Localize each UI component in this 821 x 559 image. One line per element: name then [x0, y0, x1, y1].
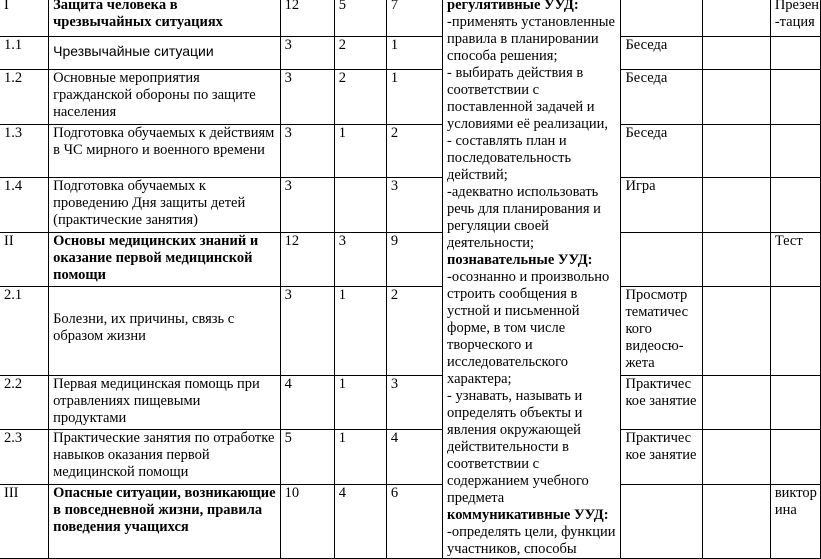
- row-number: 2.3: [0, 430, 49, 485]
- uud-cell: [443, 0, 621, 559]
- uud-line: - составлять план и последовательность действий;: [447, 133, 572, 183]
- table-row: [0, 232, 821, 287]
- row-number: 2.1: [0, 287, 49, 376]
- row-form: Игра: [621, 178, 702, 233]
- row-hours-practice: 2: [386, 287, 442, 376]
- row-number: 1.2: [0, 70, 49, 125]
- row-hours-practice: 1: [386, 70, 442, 125]
- row-hours-practice: 4: [386, 430, 442, 485]
- uud-line: регулятивные УУД:: [447, 0, 579, 13]
- row-number: I: [0, 0, 49, 37]
- row-topic: Защита человека в чрезвычайных ситуациях: [49, 0, 281, 37]
- row-control: [770, 375, 820, 430]
- table-row: [0, 0, 821, 37]
- row-extra: [702, 70, 770, 125]
- row-hours-practice: 7: [386, 0, 442, 37]
- row-topic: Опасные ситуации, возникающие в повседневной жизни, правила поведения учащихся: [49, 484, 281, 558]
- row-extra: [702, 0, 770, 37]
- row-control: [770, 70, 820, 125]
- row-extra: [702, 37, 770, 70]
- row-hours-total: 3: [280, 70, 334, 125]
- row-hours-practice: 3: [386, 375, 442, 430]
- row-topic: Основы медицинских знаний и оказание первой медицинской помощи: [49, 232, 281, 287]
- row-form: [621, 232, 702, 287]
- row-control: [770, 178, 820, 233]
- row-control: [770, 430, 820, 485]
- row-topic: Подготовка обучаемых к проведению Дня защиты детей (практические занятия): [49, 178, 281, 233]
- row-hours-theory: 1: [334, 287, 386, 376]
- table-row: [0, 484, 821, 558]
- table-row: [0, 430, 821, 485]
- row-form: [621, 484, 702, 558]
- row-form: Практичес кое занятие: [621, 375, 702, 430]
- row-hours-total: 12: [280, 0, 334, 37]
- row-extra: [702, 430, 770, 485]
- uud-line: познавательные УУД:: [447, 252, 593, 268]
- row-extra: [702, 232, 770, 287]
- row-hours-practice: 2: [386, 124, 442, 178]
- row-topic: Подготовка обучаемых к действиям в ЧС мирного и военного времени: [49, 124, 281, 178]
- row-number: III: [0, 484, 49, 558]
- row-extra: [702, 287, 770, 376]
- row-extra: [702, 484, 770, 558]
- uud-line: - выбирать действия в соответствии с поставленной задачей и условиями её реализации,: [447, 65, 609, 132]
- table-row: [0, 70, 821, 125]
- row-hours-theory: 4: [334, 484, 386, 558]
- row-topic: Основные мероприятия гражданской обороны по защите населения: [49, 70, 281, 125]
- row-extra: [702, 375, 770, 430]
- row-hours-theory: 2: [334, 70, 386, 125]
- row-hours-total: 4: [280, 375, 334, 430]
- row-hours-practice: 9: [386, 232, 442, 287]
- row-hours-theory: 5: [334, 0, 386, 37]
- row-hours-theory: 1: [334, 124, 386, 178]
- row-number: 1.3: [0, 124, 49, 178]
- row-topic: Практические занятия по отработке навыков оказания первой медицинской помощи: [49, 430, 281, 485]
- row-topic: Чрезвычайные ситуации: [49, 37, 281, 70]
- table-row: [0, 124, 821, 178]
- row-topic: Первая медицинская помощь при отравлениях пищевыми продуктами: [49, 375, 281, 430]
- row-control: Тест: [770, 232, 820, 287]
- row-control: [770, 124, 820, 178]
- row-extra: [702, 124, 770, 178]
- table-row: [0, 178, 821, 233]
- uud-line: - узнавать, называть и определять объекты и явления окружающей действительности в соответствии с содержанием учебного предмета: [447, 388, 589, 506]
- row-hours-practice: 1: [386, 37, 442, 70]
- row-hours-theory: 3: [334, 232, 386, 287]
- row-control: виктор ина: [770, 484, 820, 558]
- row-extra: [702, 178, 770, 233]
- row-hours-practice: 6: [386, 484, 442, 558]
- uud-line: -адекватно использовать речь для планирования и регуляции своей деятельности;: [447, 184, 601, 251]
- row-hours-total: 3: [280, 178, 334, 233]
- table-row: [0, 287, 821, 376]
- row-hours-theory: 2: [334, 37, 386, 70]
- uud-line: -применять установленные правила в планировании способа решения;: [447, 14, 615, 64]
- row-topic: Болезни, их причины, связь с образом жизни: [49, 287, 281, 376]
- row-hours-total: 3: [280, 37, 334, 70]
- row-control: Презен -тация: [770, 0, 820, 37]
- row-hours-theory: 1: [334, 375, 386, 430]
- row-number: 2.2: [0, 375, 49, 430]
- row-hours-theory: [334, 178, 386, 233]
- row-control: [770, 37, 820, 70]
- row-form: [621, 0, 702, 37]
- uud-line: -определять цели, функции участников, способы: [447, 524, 616, 557]
- row-hours-practice: 3: [386, 178, 442, 233]
- row-hours-total: 12: [280, 232, 334, 287]
- row-hours-theory: 1: [334, 430, 386, 485]
- row-number: 1.4: [0, 178, 49, 233]
- row-form: Беседа: [621, 37, 702, 70]
- row-form: Практичес кое занятие: [621, 430, 702, 485]
- row-form: Беседа: [621, 70, 702, 125]
- row-control: [770, 287, 820, 376]
- table-row: [0, 37, 821, 70]
- row-hours-total: 3: [280, 124, 334, 178]
- table-row: [0, 375, 821, 430]
- row-form: Просмотр тематичес кого видеосю-жета: [621, 287, 702, 376]
- row-hours-total: 5: [280, 430, 334, 485]
- row-form: Беседа: [621, 124, 702, 178]
- row-number: 1.1: [0, 37, 49, 70]
- row-hours-total: 10: [280, 484, 334, 558]
- row-hours-total: 3: [280, 287, 334, 376]
- uud-line: коммуникативные УУД:: [447, 507, 609, 523]
- row-number: II: [0, 232, 49, 287]
- uud-line: -осознанно и произвольно строить сообщения в устной и письменной форме, в том числе творческого и исследовательского характера;: [447, 269, 610, 387]
